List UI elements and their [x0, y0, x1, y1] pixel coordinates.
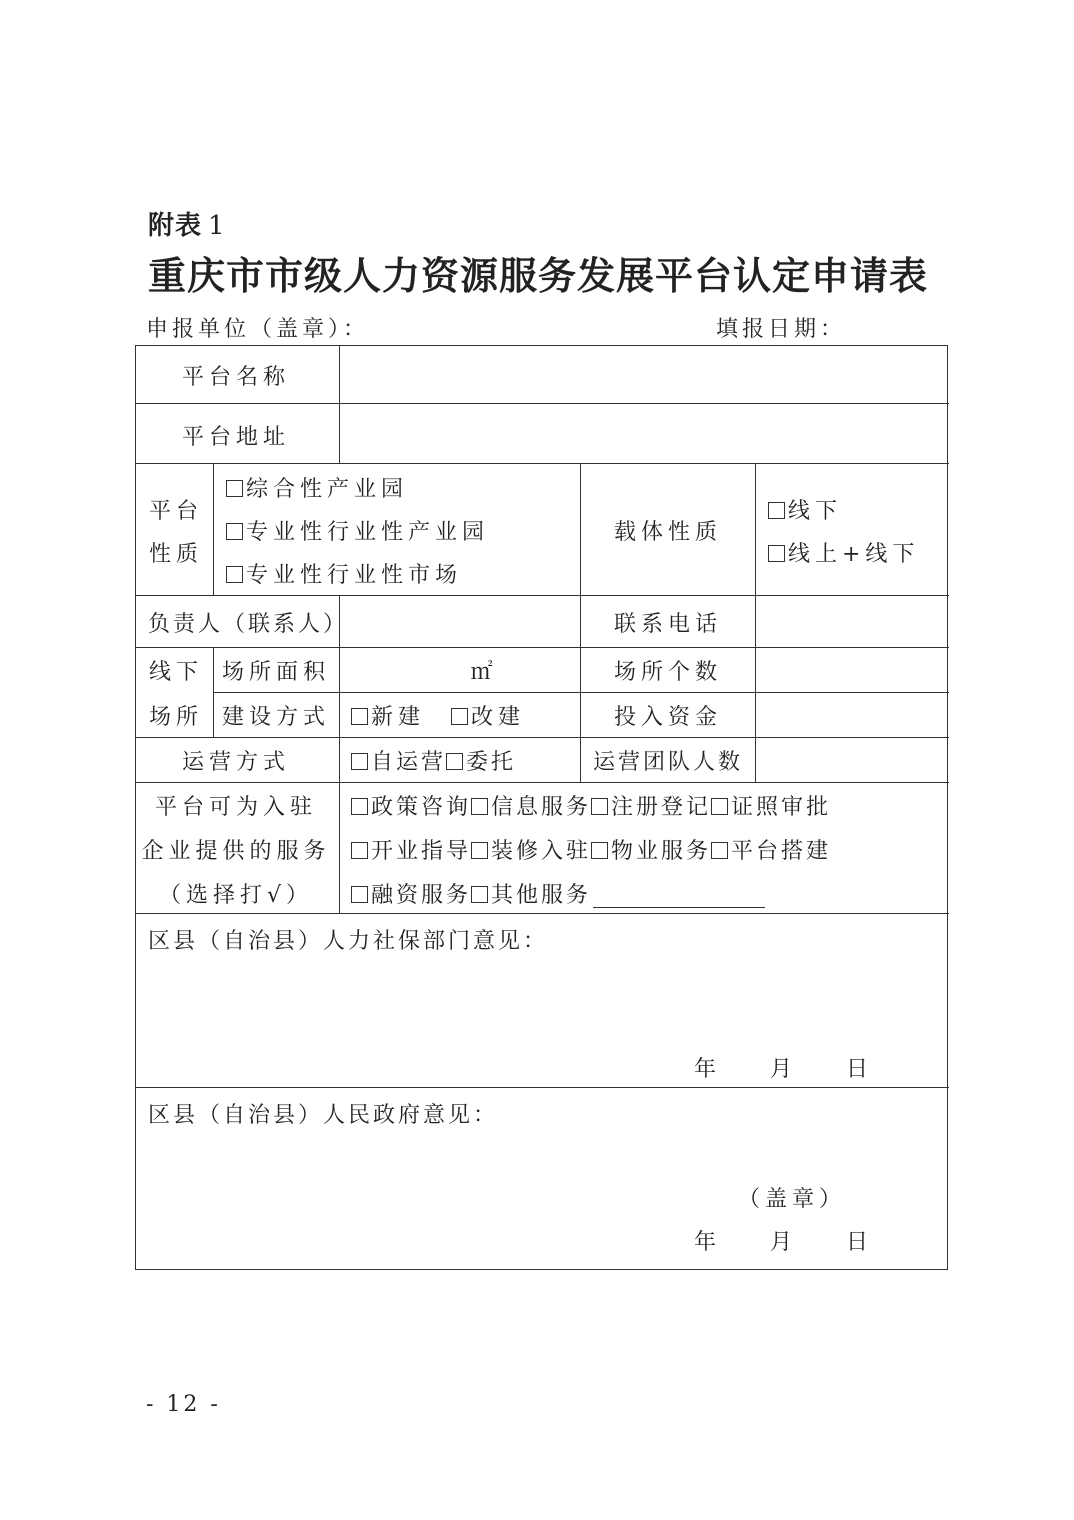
row-divider	[136, 463, 949, 464]
row-divider	[136, 913, 949, 914]
offline-venue-label-line1: 线下	[148, 660, 204, 685]
operation-options[interactable]: 自运营 委托	[351, 752, 516, 774]
gov-opinion-day: 日	[846, 1230, 874, 1255]
fill-date-label: 填报日期：	[716, 317, 847, 342]
annex-label-text: 附表	[148, 211, 203, 241]
column-divider	[580, 647, 581, 782]
nature-option-integrated[interactable]: 综合性产业园	[226, 479, 408, 501]
checkbox[interactable]	[351, 842, 368, 859]
checkbox[interactable]	[768, 545, 785, 562]
applicant-label: 申报单位（盖章）：	[146, 317, 370, 342]
checkbox[interactable]	[351, 886, 368, 903]
offline-venue-label-line2: 场所	[148, 705, 204, 730]
checkbox[interactable]	[711, 798, 728, 815]
services-label-line2: 企业提供的服务	[141, 839, 331, 864]
checkbox[interactable]	[351, 753, 368, 770]
row-divider	[136, 595, 949, 596]
services-row-3[interactable]: 融资服务 其他服务	[351, 885, 765, 908]
checkbox[interactable]	[451, 708, 468, 725]
row-divider	[136, 1087, 949, 1088]
checkbox[interactable]	[446, 753, 463, 770]
checkbox[interactable]	[226, 523, 243, 540]
form-title: 重庆市市级人力资源服务发展平台认定申请表	[148, 253, 929, 298]
checkbox[interactable]	[591, 842, 608, 859]
annex-label	[148, 205, 226, 242]
operation-mode-label: 运营方式	[181, 750, 291, 775]
gov-opinion-year: 年	[694, 1230, 722, 1255]
services-label-line1: 平台可为入驻	[154, 795, 318, 820]
construction-option-renovate[interactable]: 改建	[451, 707, 525, 729]
team-size-label: 运营团队人数	[592, 750, 744, 775]
column-divider	[213, 463, 214, 595]
venue-count-label: 场所个数	[613, 660, 723, 685]
phone-label: 联系电话	[613, 612, 723, 637]
column-divider	[755, 463, 756, 782]
person-in-charge-label: 负责人（联系人）	[148, 612, 349, 637]
nature-option-specialized-market[interactable]: 专业性行业性市场	[226, 565, 462, 587]
row-divider	[136, 737, 949, 738]
row-divider	[136, 782, 949, 783]
checkbox[interactable]	[711, 842, 728, 859]
hr-opinion-month: 月	[770, 1057, 798, 1082]
construction-mode-label: 建设方式	[221, 705, 331, 730]
checkbox[interactable]	[591, 798, 608, 815]
row-divider	[213, 692, 949, 693]
carrier-option-online-offline[interactable]: 线上+线下	[768, 544, 919, 566]
construction-option-new[interactable]: 新建	[351, 707, 425, 729]
platform-nature-label-line1: 平台	[148, 499, 204, 524]
investment-label: 投入资金	[613, 705, 723, 730]
gov-opinion-month: 月	[770, 1230, 798, 1255]
gov-opinion-label: 区县（自治县）人民政府意见：	[148, 1103, 499, 1128]
other-service-blank[interactable]	[593, 907, 765, 908]
carrier-option-offline[interactable]: 线下	[768, 501, 842, 523]
hr-opinion-year: 年	[694, 1057, 722, 1082]
services-label-line3: （选择打√）	[158, 883, 314, 908]
services-row-1[interactable]: 政策咨询 信息服务 注册登记 证照审批	[351, 797, 831, 819]
platform-nature-label-line2: 性质	[148, 542, 204, 567]
checkbox[interactable]	[768, 502, 785, 519]
checkbox[interactable]	[226, 566, 243, 583]
platform-name-label: 平台名称	[181, 365, 291, 390]
hr-dept-opinion-label: 区县（自治县）人力社保部门意见：	[148, 929, 549, 954]
checkbox[interactable]	[351, 798, 368, 815]
column-divider	[213, 647, 214, 737]
services-row-2[interactable]: 开业指导 装修入驻 物业服务 平台搭建	[351, 841, 831, 863]
checkbox[interactable]	[226, 480, 243, 497]
hr-opinion-day: 日	[846, 1057, 874, 1082]
nature-option-specialized-park[interactable]: 专业性行业性产业园	[226, 522, 489, 544]
checkbox[interactable]	[471, 886, 488, 903]
checkbox[interactable]	[471, 842, 488, 859]
column-divider	[339, 595, 340, 913]
checkbox[interactable]	[471, 798, 488, 815]
application-form-table	[135, 345, 948, 1270]
column-divider	[339, 346, 340, 463]
column-divider	[580, 463, 581, 647]
venue-area-label: 场所面积	[221, 660, 331, 685]
seal-label: （盖章）	[738, 1187, 847, 1212]
annex-number: 1	[208, 211, 226, 241]
platform-address-label: 平台地址	[181, 425, 291, 450]
checkbox[interactable]	[351, 708, 368, 725]
area-unit: ㎡	[470, 660, 498, 685]
row-divider	[136, 403, 949, 404]
carrier-nature-label: 载体性质	[613, 520, 723, 545]
row-divider	[136, 647, 949, 648]
page-number: - 12 -	[146, 1392, 221, 1417]
